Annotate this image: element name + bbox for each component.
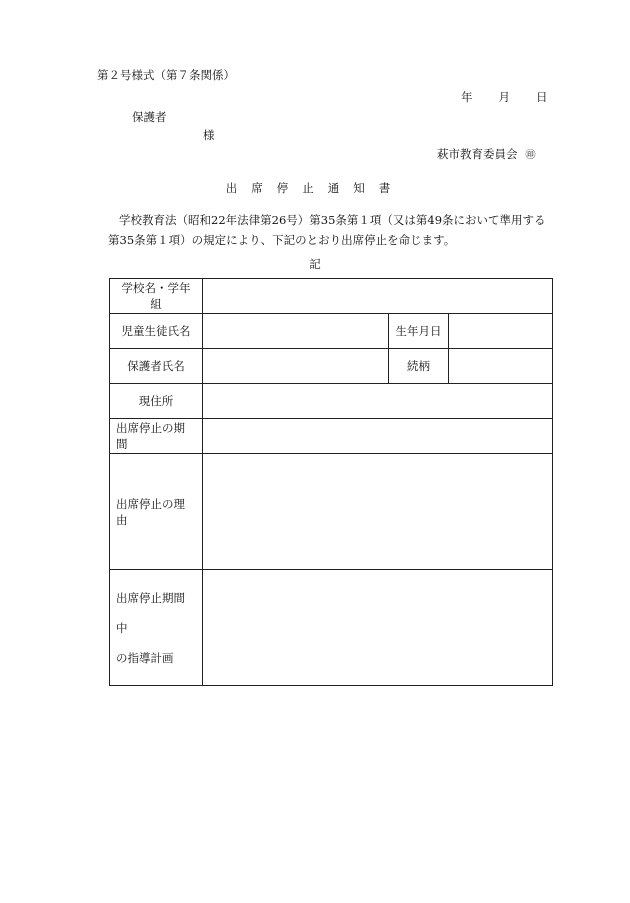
student-label: 児童生徒氏名 — [110, 314, 203, 349]
table-row-address — [110, 384, 553, 419]
guardian-recipient: 保護者 — [132, 110, 167, 124]
address-field[interactable] — [203, 384, 553, 419]
table-row-guidance — [110, 570, 553, 686]
honorific: 様 — [203, 128, 215, 142]
form-number-label: 第２号様式（第７条関係） — [97, 68, 235, 82]
ki-heading: 記 — [309, 257, 321, 271]
reason-label: 出席停止の理由 — [110, 454, 203, 570]
table-row-student — [110, 314, 553, 349]
guardian-field[interactable] — [203, 349, 389, 384]
school-field[interactable] — [203, 279, 553, 314]
guidance-label-line1: 出席停止期間中 — [116, 590, 185, 635]
document-title: 出席停止通知書 — [225, 181, 405, 195]
date-year: 年 — [461, 90, 473, 104]
issuer-line — [437, 146, 536, 162]
guidance-field[interactable] — [203, 570, 553, 686]
issuer-name: 萩市教育委員会 — [437, 147, 518, 161]
period-label: 出席停止の期間 — [110, 419, 203, 454]
birth-label: 生年月日 — [389, 314, 449, 349]
guardian-label: 保護者氏名 — [110, 349, 203, 384]
reason-field[interactable] — [203, 454, 553, 570]
table-row-period — [110, 419, 553, 454]
relation-field[interactable] — [449, 349, 553, 384]
relation-label: 続柄 — [389, 349, 449, 384]
period-field[interactable] — [203, 419, 553, 454]
guidance-label-line2: の指導計画 — [116, 650, 174, 665]
body-paragraph: 学校教育法（昭和22年法律第26号）第35条第１項（又は第49条において準用する第35条第１項）の規定により、下記のとおり出席停止を命じます。 — [108, 213, 546, 247]
table-row-school — [110, 279, 553, 314]
school-label: 学校名・学年組 — [110, 279, 203, 314]
date-line — [461, 89, 548, 105]
seal-mark: ㊞ — [525, 150, 536, 161]
date-month: 月 — [498, 90, 510, 104]
address-label: 現住所 — [110, 384, 203, 419]
date-day: 日 — [536, 90, 548, 104]
table-row-reason — [110, 454, 553, 570]
table-row-guardian — [110, 349, 553, 384]
guidance-label — [110, 570, 203, 686]
birth-field[interactable] — [449, 314, 553, 349]
details-table — [109, 278, 553, 686]
student-field[interactable] — [203, 314, 389, 349]
